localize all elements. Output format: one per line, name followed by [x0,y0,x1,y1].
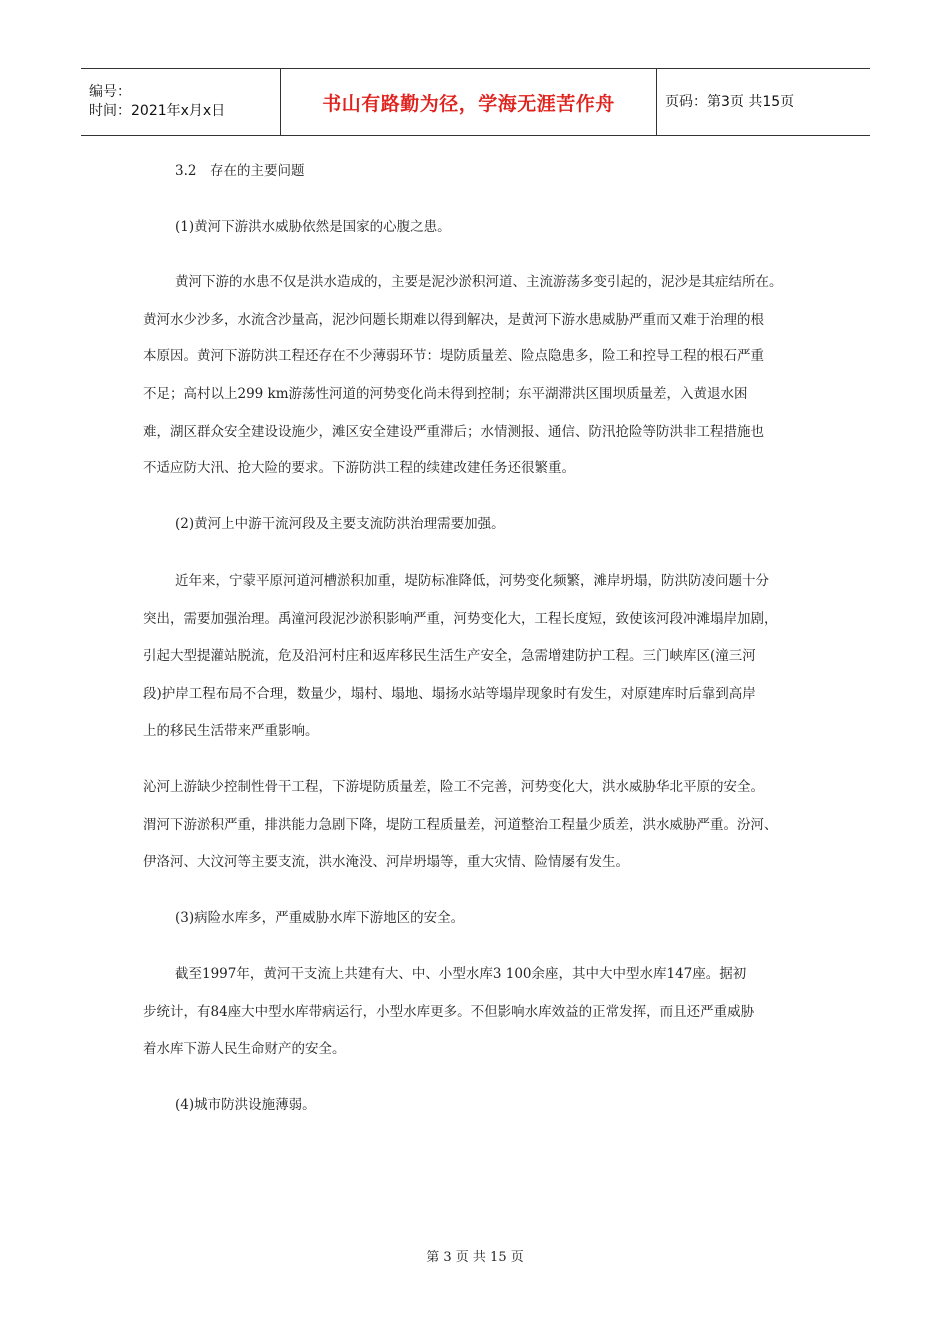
paragraph-line: 突出，需要加强治理。禹潼河段泥沙淤积影响严重，河势变化大，工程长度短，致使该河段冲滩塌岸加剧， [143,611,778,627]
paragraph-line: 黄河水少沙多，水流含沙量高，泥沙问题长期难以得到解决，是黄河下游水患威胁严重而又难于治理的根 [143,312,764,328]
page-footer: 第 3 页 共 15 页 [426,1250,524,1265]
paragraph-line: 渭河下游淤积严重，排洪能力急剧下降，堤防工程质量差，河道整治工程量少质差，洪水威胁严重。汾河、 [143,817,778,833]
paragraph-line: 不适应防大汛、抢大险的要求。下游防洪工程的续建改建任务还很繁重。 [143,460,575,476]
page-header [81,68,870,136]
paragraph-line: 着水库下游人民生命财产的安全。 [143,1041,346,1057]
header-motto-cell [281,69,657,135]
subheading-2: (2)黄河上中游干流河段及主要支流防洪治理需要加强。 [175,516,505,532]
header-info-cell [81,69,281,135]
subheading-1: (1)黄河下游洪水威胁依然是国家的心腹之患。 [175,219,451,235]
header-motto: 书山有路勤为径，学海无涯苦作舟 [322,92,615,115]
section-heading: 3.2 存在的主要问题 [175,163,305,179]
paragraph-line: 段)护岸工程布局不合理，数量少，塌村、塌地、塌扬水站等塌岸现象时有发生，对原建库时后靠到高岸 [143,686,756,702]
paragraph-line: 截至1997年，黄河干支流上共建有大、中、小型水库3 100余座，其中大中型水库147座。据初 [175,966,747,982]
paragraph-line: 引起大型提灌站脱流，危及沿河村庄和返库移民生活生产安全，急需增建防护工程。三门峡库区(潼三河 [143,648,756,664]
paragraph-line: 本原因。黄河下游防洪工程还存在不少薄弱环节：堤防质量差、险点隐患多，险工和控导工程的根石严重 [143,348,764,364]
paragraph-line: 伊洛河、大汶河等主要支流，洪水淹没、河岸坍塌等，重大灾情、险情屡有发生。 [143,854,629,870]
paragraph-line: 步统计，有84座大中型水库带病运行，小型水库更多。不但影响水库效益的正常发挥，而且还严重威胁 [143,1004,755,1020]
paragraph-line: 近年来，宁蒙平原河道河槽淤积加重，堤防标准降低，河势变化频繁，滩岸坍塌，防洪防凌问题十分 [175,573,769,589]
subheading-3: (3)病险水库多，严重威胁水库下游地区的安全。 [175,910,465,926]
paragraph-line: 沁河上游缺少控制性骨干工程，下游堤防质量差，险工不完善，河势变化大，洪水威胁华北平原的安全。 [143,779,764,795]
document-time: 时间：2021年x月x日 [89,103,226,119]
document-number: 编号： [89,84,131,100]
subheading-4: (4)城市防洪设施薄弱。 [175,1097,316,1113]
header-page-number: 页码：第3页 共15页 [665,93,795,110]
paragraph-line: 难，湖区群众安全建设设施少，滩区安全建设严重滞后；水情测报、通信、防汛抢险等防洪非工程措施也 [143,424,764,440]
paragraph-line: 上的移民生活带来严重影响。 [143,723,319,739]
paragraph-line: 不足；高村以上299 km游荡性河道的河势变化尚未得到控制；东平湖滞洪区围坝质量差，入黄退水困 [143,386,748,402]
header-page-cell [657,69,870,135]
paragraph-line: 黄河下游的水患不仅是洪水造成的，主要是泥沙淤积河道、主流游荡多变引起的，泥沙是其症结所在。 [175,274,783,290]
